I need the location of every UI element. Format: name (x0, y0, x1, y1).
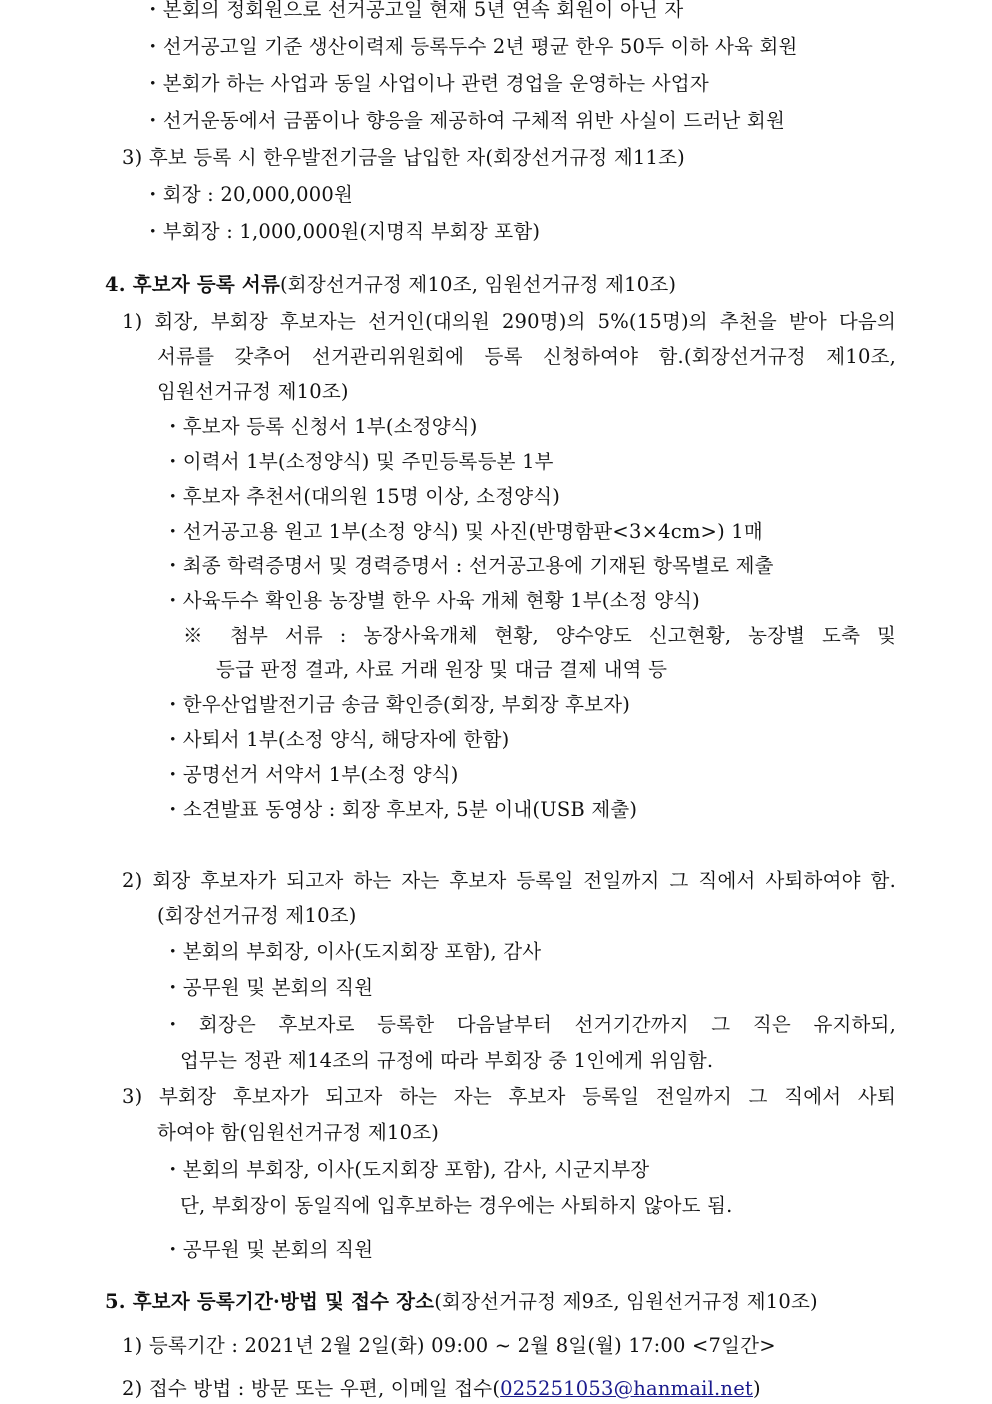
section4-item3-line: 3) 부회장 후보자가 되고자 하는 자는 후보자 등록일 전일까지 그 직에서 사퇴 (122, 1085, 896, 1108)
document-list-item: ・한우산업발전기금 송금 확인증(회장, 부회장 후보자) (163, 693, 631, 716)
document-list-item: ・사퇴서 1부(소정 양식, 해당자에 한함) (163, 728, 510, 751)
document-list-item: ・사육두수 확인용 농장별 한우 사육 개체 현황 1부(소정 양식) (163, 589, 700, 612)
document-list-item: ・선거공고용 원고 1부(소정 양식) 및 사진(반명함판<3×4cm>) 1매 (163, 520, 763, 543)
section5-heading-ref: (회장선거규정 제9조, 임원선거규정 제10조) (434, 1290, 818, 1313)
section4-item2-line: (회장선거규정 제10조) (157, 904, 357, 927)
submission-method (122, 1374, 761, 1404)
submission-method-text: 2) 접수 방법 : 방문 또는 우편, 이메일 접수( (122, 1377, 501, 1400)
section5-heading-title: 5. 후보자 등록기간·방법 및 접수 장소 (105, 1290, 435, 1313)
qualification-bullet: ・본회의 정회원으로 선거공고일 현재 5년 연속 회원이 아닌 자 (143, 0, 684, 21)
document-list-item: ・최종 학력증명서 및 경력증명서 : 선거공고용에 기재된 항목별로 제출 (163, 554, 774, 577)
registration-period: 1) 등록기간 : 2021년 2월 2일(화) 09:00 ~ 2월 8일(월) 17:00 <7일간> (122, 1334, 776, 1357)
section4-item2-line: 2) 회장 후보자가 되고자 하는 자는 후보자 등록일 전일까지 그 직에서 사퇴하여야 함. (122, 869, 896, 892)
section4-item3-line: 하여야 함(임원선거규정 제10조) (157, 1121, 440, 1144)
document-list-item: ・이력서 1부(소정양식) 및 주민등록등본 1부 (163, 450, 554, 473)
qualification-bullet: ・선거운동에서 금품이나 향응을 제공하여 구체적 위반 사실이 드러난 회원 (143, 109, 785, 132)
section4-heading-title: 4. 후보자 등록 서류 (105, 273, 280, 296)
document-list-item: ・공명선거 서약서 1부(소정 양식) (163, 763, 459, 786)
vp-resignation-bullet: ・본회의 부회장, 이사(도지회장 포함), 감사, 시군지부장 (163, 1158, 650, 1181)
resignation-bullet: ・공무원 및 본회의 직원 (163, 976, 374, 999)
qualification-bullet: ・선거공고일 기준 생산이력제 등록두수 2년 평균 한우 50두 이하 사육 회원 (143, 35, 798, 58)
vp-resignation-bullet-continued: 단, 부회장이 동일직에 입후보하는 경우에는 사퇴하지 않아도 됨. (180, 1194, 733, 1217)
section5-heading (105, 1287, 818, 1317)
attachment-note: 등급 판정 결과, 사료 거래 원장 및 대금 결제 내역 등 (216, 658, 668, 681)
resignation-bullet: ・본회의 부회장, 이사(도지회장 포함), 감사 (163, 940, 542, 963)
document-list-item: ・후보자 추천서(대의원 15명 이상, 소정양식) (163, 485, 561, 508)
attachment-note: ※ 첨부 서류 : 농장사육개체 현황, 양수양도 신고현황, 농장별 도축 및 (183, 624, 896, 647)
fund-requirement: 3) 후보 등록 시 한우발전기금을 납입한 자(회장선거규정 제11조) (122, 146, 685, 169)
section4-heading-ref: (회장선거규정 제10조, 임원선거규정 제10조) (279, 273, 677, 296)
section4-item1-line: 1) 회장, 부회장 후보자는 선거인(대의원 290명)의 5%(15명)의 추천을 받아 다음의 (122, 310, 896, 333)
resignation-bullet-continued: 업무는 정관 제14조의 규정에 따라 부회장 중 1인에게 위임함. (180, 1049, 714, 1072)
fee-president: ・회장 : 20,000,000원 (143, 183, 354, 206)
submission-method-close: ) (752, 1377, 761, 1400)
qualification-bullet: ・본회가 하는 사업과 동일 사업이나 관련 경업을 운영하는 사업자 (143, 72, 709, 95)
document-list-item: ・소견발표 동영상 : 회장 후보자, 5분 이내(USB 제출) (163, 798, 638, 821)
email-link[interactable]: 025251053@hanmail.net (500, 1377, 753, 1400)
document-list-item: ・후보자 등록 신청서 1부(소정양식) (163, 415, 478, 438)
resignation-bullet: ・회장은 후보자로 등록한 다음날부터 선거기간까지 그 직은 유지하되, (163, 1013, 896, 1036)
section4-heading (105, 270, 676, 300)
section4-item1-line: 임원선거규정 제10조) (157, 380, 349, 403)
section4-item1-line: 서류를 갖추어 선거관리위원회에 등록 신청하여야 함.(회장선거규정 제10조, (157, 345, 896, 368)
vp-resignation-bullet: ・공무원 및 본회의 직원 (163, 1238, 374, 1261)
fee-vice-president: ・부회장 : 1,000,000원(지명직 부회장 포함) (143, 220, 541, 243)
